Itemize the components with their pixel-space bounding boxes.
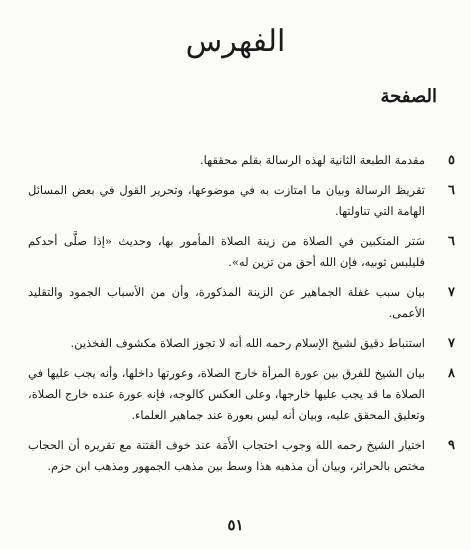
entry-page-number: ٥ [448, 153, 455, 168]
entry-page-number: ٨ [448, 366, 455, 381]
index-entry [28, 231, 455, 273]
entry-text: تقريظ الرسالة وبيان ما امتازت به في موضوعها، وتحرير القول في بعض المسائل الهامة التي تناولتها. [28, 183, 425, 218]
index-entry [28, 282, 455, 324]
entry-page-number: ٦ [448, 234, 455, 249]
index-entry [28, 333, 455, 354]
page-title: الفهرس [185, 24, 286, 59]
page-column-header: الصفحة [380, 86, 437, 107]
index-entry [28, 363, 455, 426]
entry-page-number: ٦ [448, 183, 455, 198]
index-entry [28, 435, 455, 477]
index-list [28, 150, 455, 486]
entry-page-number: ٧ [448, 336, 455, 351]
entry-text: بيان الشيخ للفرق بين عورة المرأة خارج الصلاة، وعورتها داخلها، وأنه يجب عليها في الصلاة ما قد يجب عليها خارجها، وعلى العكس كالوجه، فإنه عورة عنده خارج الصلاة، وتعليق المحقق عليه، وبيان أنه ليس بعورة عند جماهير العلماء. [28, 366, 425, 422]
entry-text: اختيار الشيخ رحمه الله وجوب احتجاب الأَمَة عند خوف الفتنة مع تقريره أن الحجاب مختص بالحرائر، وبيان أن مذهبه هذا وسط بين مذهب الجمهور ومذهب ابن حزم. [28, 438, 425, 473]
index-entry [28, 180, 455, 222]
entry-text: بيان سبب غفلة الجماهير عن الزينة المذكورة، وأن من الأسباب الجمود والتقليد الأعمى. [28, 285, 425, 320]
entry-text: استنباط دقيق لشيخ الإسلام رحمه الله أنه لا تجوز الصلاة مكشوف الفخذين. [70, 336, 425, 350]
entry-page-number: ٩ [448, 438, 455, 453]
page-number: ٥١ [227, 516, 244, 534]
entry-page-number: ٧ [448, 285, 455, 300]
entry-text: سَتر المتكبين في الصلاة من زينة الصلاة المأمور بها، وحديث «إذا صلَّى أحدكم فليلبس ثوبيه، فإن الله أحق من تزين له». [28, 234, 425, 269]
entry-text: مقدمة الطبعة الثانية لهذه الرسالة بقلم محققها. [200, 153, 425, 167]
index-entry [28, 150, 455, 171]
